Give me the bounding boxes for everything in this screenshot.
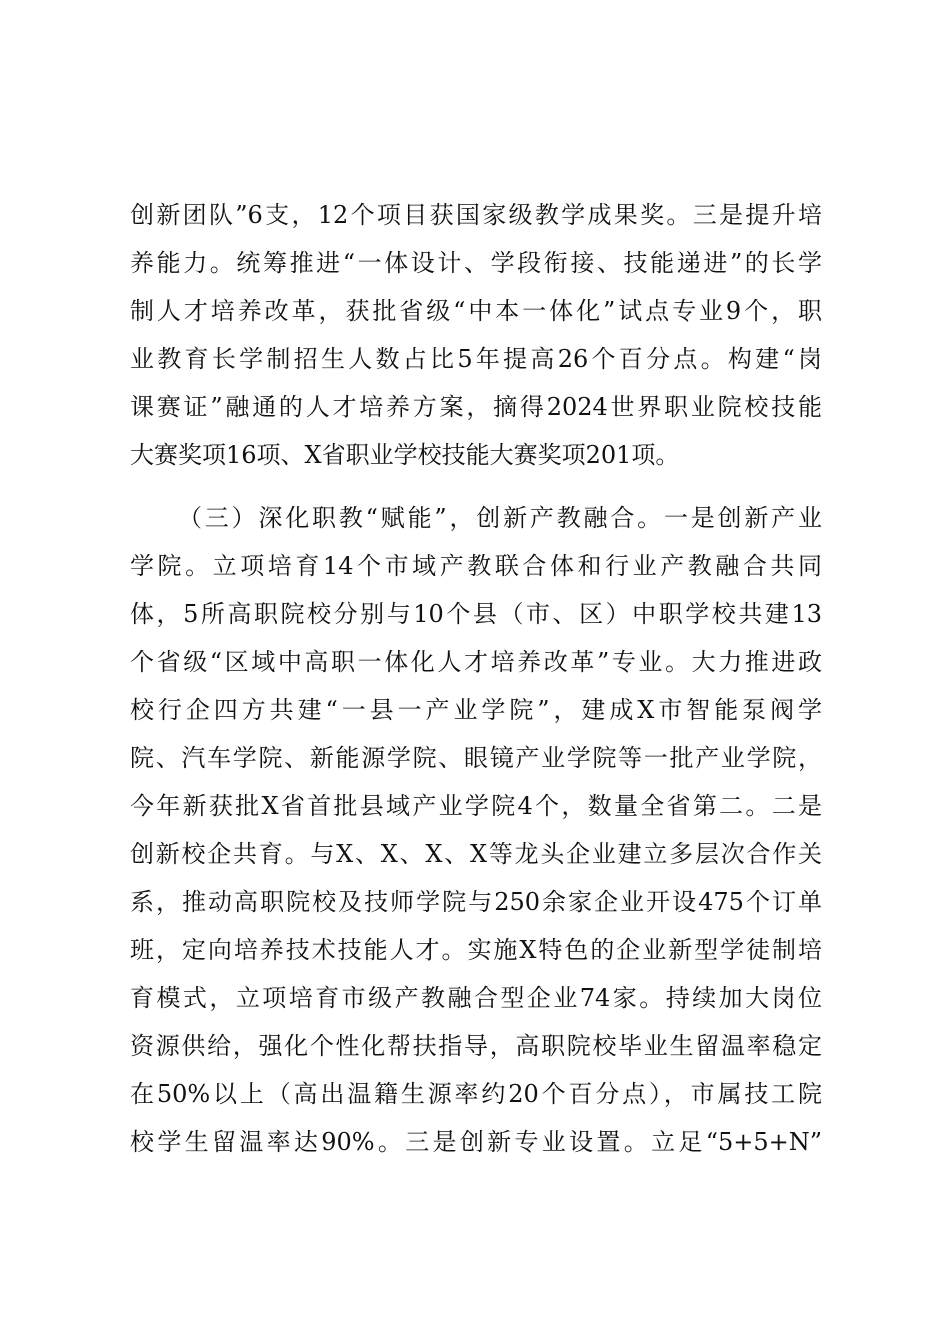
text-line: 课赛证”融通的人才培养方案，摘得2024世界职业院校技能 [130,393,822,421]
text-line: 大赛奖项16项、X省职业学校技能大赛奖项201项。 [130,441,680,469]
text-line: 创新团队”6支，12个项目获国家级教学成果奖。三是提升培 [130,201,822,229]
text-line: 校行企四方共建“一县一产业学院”，建成X市智能泵阀学 [130,696,822,724]
text-line: 个省级“区域中高职一体化人才培养改革”专业。大力推进政 [130,648,822,676]
text-line: 学院。立项培育14个市域产教联合体和行业产教融合共同 [130,552,822,580]
text-line: 在50%以上（高出温籍生源率约20个百分点），市属技工院 [130,1080,822,1108]
text-line: 班，定向培养技术技能人才。实施X特色的企业新型学徒制培 [130,936,822,964]
text-line: 系，推动高职院校及技师学院与250余家企业开设475个订单 [130,888,822,916]
text-line: 今年新获批X省首批县域产业学院4个，数量全省第二。二是 [130,792,822,820]
text-line: 制人才培养改革，获批省级“中本一体化”试点专业9个，职 [130,297,822,325]
text-line: 创新校企共育。与X、X、X、X等龙头企业建立多层次合作关 [130,840,822,868]
paragraph-industry-education-integration [130,494,822,1166]
section-heading-line: （三）深化职教“赋能”，创新产教融合。一是创新产业 [178,504,822,532]
text-line: 业教育长学制招生人数占比5年提高26个百分点。构建“岗 [130,345,822,373]
text-line: 院、汽车学院、新能源学院、眼镜产业学院等一批产业学院， [130,744,822,772]
text-line: 资源供给，强化个性化帮扶指导，高职院校毕业生留温率稳定 [130,1032,822,1060]
text-line: 体，5所高职院校分别与10个县（市、区）中职学校共建13 [130,600,822,628]
text-line: 校学生留温率达90%。三是创新专业设置。立足“5+5+N” [130,1128,822,1156]
text-line: 育模式，立项培育市级产教融合型企业74家。持续加大岗位 [130,984,822,1012]
text-line: 养能力。统筹推进“一体设计、学段衔接、技能递进”的长学 [130,249,822,277]
paragraph-talent-training [130,191,822,479]
